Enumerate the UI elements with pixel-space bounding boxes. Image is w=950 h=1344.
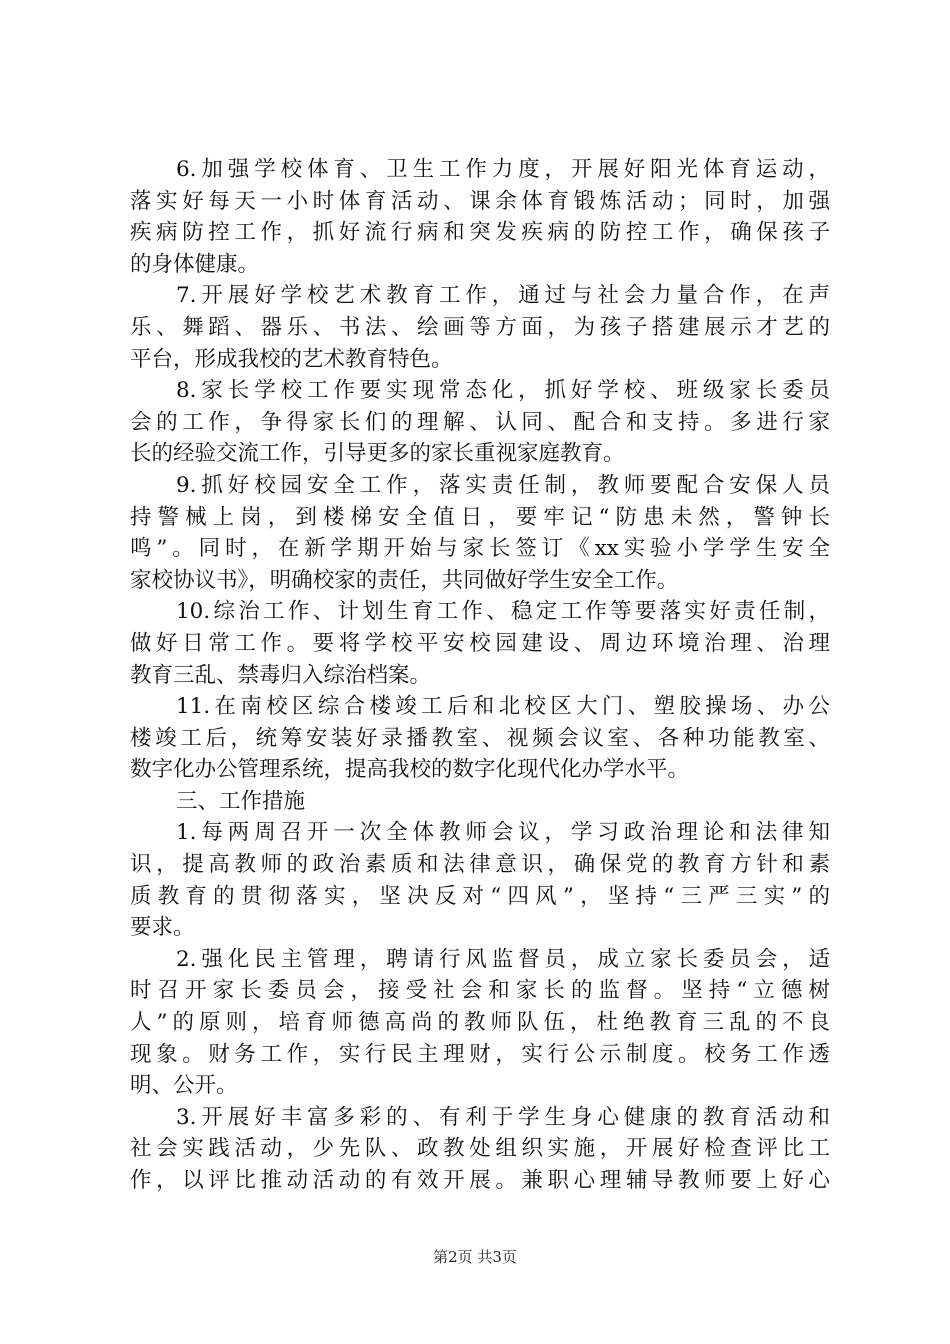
text-line: 作，以评比推动活动的有效开展。兼职心理辅导教师要上好心 (130, 1168, 830, 1193)
text-line: 做好日常工作。要将学校平安校园建设、周边环境治理、治理 (130, 630, 830, 656)
text-line: 现象。财务工作，实行民主理财，实行公示制度。校务工作透 (130, 1041, 830, 1067)
document-body (130, 154, 830, 1197)
text-line: 3.开展好丰富多彩的、有利于学生身心健康的教育活动和 (176, 1104, 830, 1130)
text-line: 楼竣工后，统筹安装好录播教室、视频会议室、各种功能教室、 (130, 725, 830, 751)
text-line: 11.在南校区综合楼竣工后和北校区大门、塑胶操场、办公 (176, 694, 830, 720)
text-line: 8.家长学校工作要实现常态化，抓好学校、班级家长委员 (176, 378, 830, 404)
text-line: 数字化办公管理系统，提高我校的数字化现代化办学水平。 (130, 757, 690, 783)
text-line: 2.强化民主管理，聘请行风监督员，成立家长委员会，适 (176, 946, 830, 972)
text-line: 识，提高教师的政治素质和法律意识，确保党的教育方针和素 (130, 852, 830, 878)
text-line: 要求。 (130, 915, 195, 941)
text-line: 6.加强学校体育、卫生工作力度，开展好阳光体育运动， (176, 157, 830, 182)
text-line: 时召开家长委员会，接受社会和家长的监督。坚持“立德树 (130, 978, 830, 1004)
text-line: 9.抓好校园安全工作，落实责任制，教师要配合安保人员 (176, 472, 830, 498)
text-line: 社会实践活动，少先队、政教处组织实施，开展好检查评比工 (130, 1136, 830, 1162)
text-line: 长的经验交流工作，引导更多的家长重视家庭教育。 (130, 441, 625, 467)
text-line: 10.综治工作、计划生育工作、稳定工作等要落实好责任制， (176, 599, 830, 625)
text-line: 明、公开。 (130, 1073, 238, 1099)
text-line: 会的工作，争得家长们的理解、认同、配合和支持。多进行家 (130, 409, 830, 435)
text-line: 疾病防控工作，抓好流行病和突发疾病的防控工作，确保孩子 (130, 220, 830, 246)
text-line: 家校协议书》，明确校家的责任，共同做好学生安全工作。 (130, 567, 679, 593)
text-line: 质教育的贯彻落实，坚决反对“四风”，坚持“三严三实”的 (130, 883, 830, 909)
text-line: 落实好每天一小时体育活动、课余体育锻炼活动；同时，加强 (130, 188, 830, 214)
text-line: 三、工作措施 (176, 788, 306, 814)
text-line: 教育三乱、禁毒归入综治档案。 (130, 662, 432, 688)
text-line: 的身体健康。 (130, 251, 260, 277)
text-line: 1.每两周召开一次全体教师会议，学习政治理论和法律知 (176, 820, 830, 846)
text-line: 鸣”。同时，在新学期开始与家长签订《xx实验小学学生安全 (130, 536, 830, 562)
text-line: 7.开展好学校艺术教育工作，通过与社会力量合作，在声 (176, 283, 830, 309)
text-line: 乐、舞蹈、器乐、书法、绘画等方面，为孩子搭建展示才艺的 (130, 314, 830, 340)
page-footer: 第2页 共3页 (433, 1248, 517, 1266)
text-line: 持警械上岗，到楼梯安全值日，要牢记“防患未然，警钟长 (130, 504, 830, 530)
text-line: 平台，形成我校的艺术教育特色。 (130, 346, 453, 372)
text-line: 人”的原则，培育师德高尚的教师队伍，杜绝教育三乱的不良 (130, 1010, 830, 1036)
